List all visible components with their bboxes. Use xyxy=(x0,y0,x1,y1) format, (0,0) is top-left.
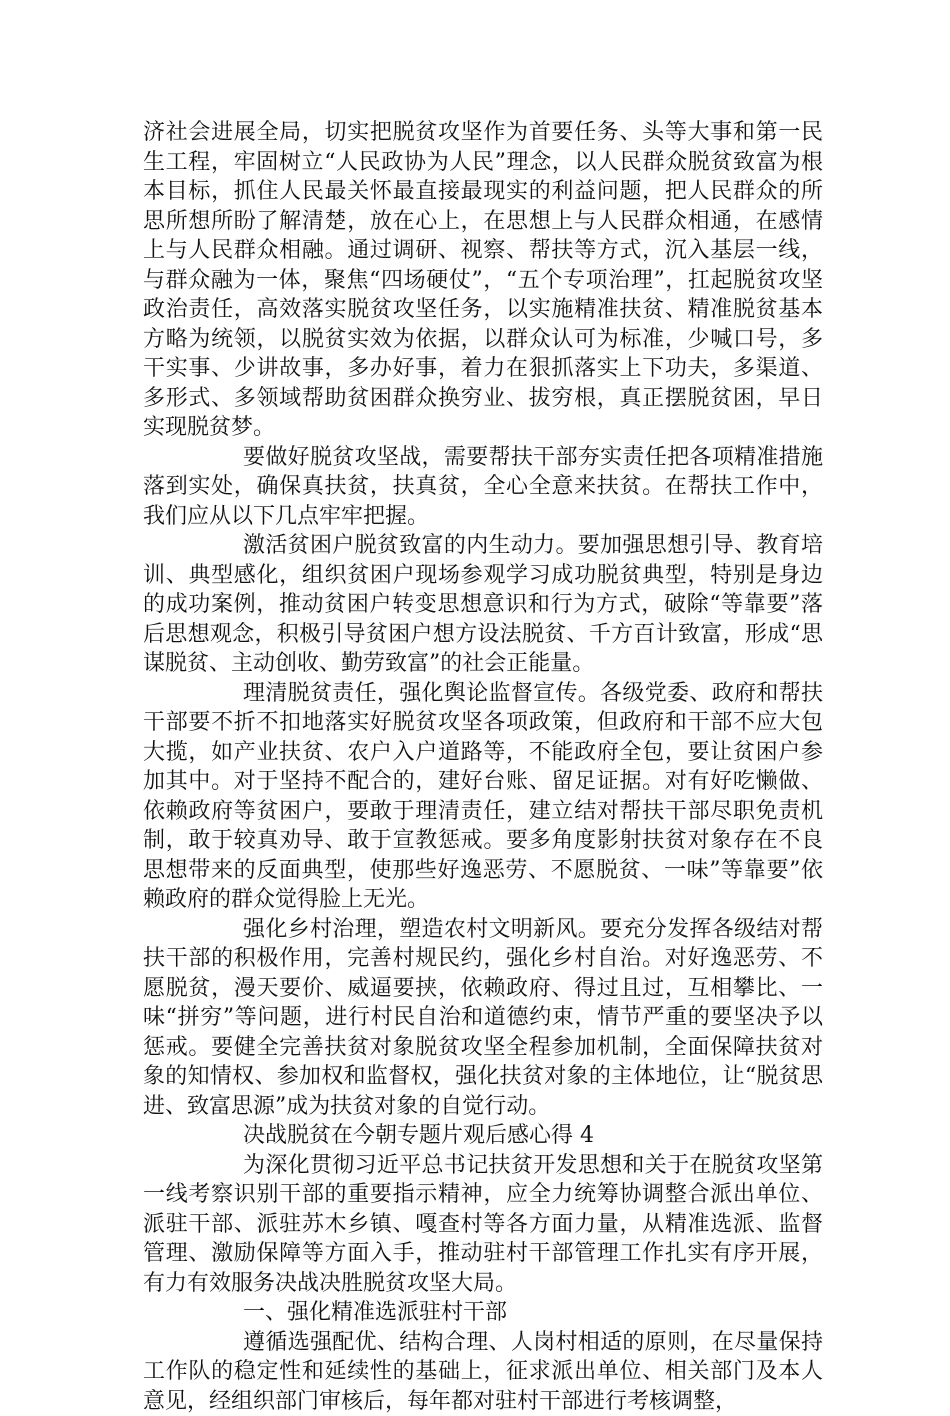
paragraph-responsibility: 理清脱贫责任，强化舆论监督宣传。各级党委、政府和帮扶干部要不折不扣地落实好脱贫攻坚各项政策，但政府和干部不应大包大揽，如产业扶贫、农户入户道路等，不能政府全包，要让贫困户参加其中。对于坚持不配合的，建好台账、留足证据。对有好吃懒做、依赖政府等贫困户，要敢于理清责任，建立结对帮扶干部尽职免责机制，敢于较真劝导、敢于宣教惩戒。要多角度影射扶贫对象存在不良思想带来的反面典型，使那些好逸恶劳、不愿脱贫、一味”等靠要”依赖政府的群众觉得脸上无光。 xyxy=(143,679,823,915)
paragraph-responsibility-intro: 要做好脱贫攻坚战，需要帮扶干部夯实责任把各项精准措施落到实处，确保真扶贫，扶真贫，全心全意来扶贫。在帮扶工作中，我们应从以下几点牢牢把握。 xyxy=(143,443,823,532)
document-body xyxy=(143,118,823,1416)
section-title: 决战脱贫在今朝专题片观后感心得 4 xyxy=(143,1121,823,1151)
paragraph-continuation: 济社会进展全局，切实把脱贫攻坚作为首要任务、头等大事和第一民生工程，牢固树立“人民政协为人民”理念，以人民群众脱贫致富为根本目标，抓住人民最关怀最直接最现实的利益问题，把人民群众的所思所想所盼了解清楚，放在心上，在思想上与人民群众相通，在感情上与人民群众相融。通过调研、视察、帮扶等方式，沉入基层一线，与群众融为一体，聚焦“四场硬仗”，“五个专项治理”，扛起脱贫攻坚政治责任，高效落实脱贫攻坚任务，以实施精准扶贫、精准脱贫基本方略为统领，以脱贫实效为依据，以群众认可为标准，少喊口号，多干实事、少讲故事，多办好事，着力在狠抓落实上下功夫，多渠道、多形式、多领域帮助贫困群众换穷业、拔穷根，真正摆脱贫困，早日实现脱贫梦。 xyxy=(143,118,823,443)
paragraph-motivation: 激活贫困户脱贫致富的内生动力。要加强思想引导、教育培训、典型感化，组织贫困户现场参观学习成功脱贫典型，特别是身边的成功案例，推动贫困户转变思想意识和行为方式，破除“等靠要”落后思想观念，积极引导贫困户想方设法脱贫、千方百计致富，形成“思谋脱贫、主动创收、勤劳致富”的社会正能量。 xyxy=(143,531,823,679)
subsection-heading: 一、强化精准选派驻村干部 xyxy=(143,1298,823,1328)
paragraph-section-intro: 为深化贯彻习近平总书记扶贫开发思想和关于在脱贫攻坚第一线考察识别干部的重要指示精神，应全力统筹协调整合派出单位、派驻干部、派驻苏木乡镇、嘎查村等各方面力量，从精准选派、监督管理、激励保障等方面入手，推动驻村干部管理工作扎实有序开展，有力有效服务决战决胜脱贫攻坚大局。 xyxy=(143,1151,823,1299)
paragraph-governance: 强化乡村治理，塑造农村文明新风。要充分发挥各级结对帮扶干部的积极作用，完善村规民约，强化乡村自治。对好逸恶劳、不愿脱贫，漫天要价、威逼要挟，依赖政府、得过且过，互相攀比、一味“拼穷”等问题，进行村民自治和道德约束，情节严重的要坚决予以惩戒。要健全完善扶贫对象脱贫攻坚全程参加机制，全面保障扶贫对象的知情权、参加权和监督权，强化扶贫对象的主体地位，让“脱贫思进、致富思源”成为扶贫对象的自觉行动。 xyxy=(143,915,823,1122)
paragraph-selection: 遵循选强配优、结构合理、人岗村相适的原则，在尽量保持工作队的稳定性和延续性的基础上，征求派出单位、相关部门及本人意见，经组织部门审核后，每年都对驻村干部进行考核调整， xyxy=(143,1328,823,1416)
